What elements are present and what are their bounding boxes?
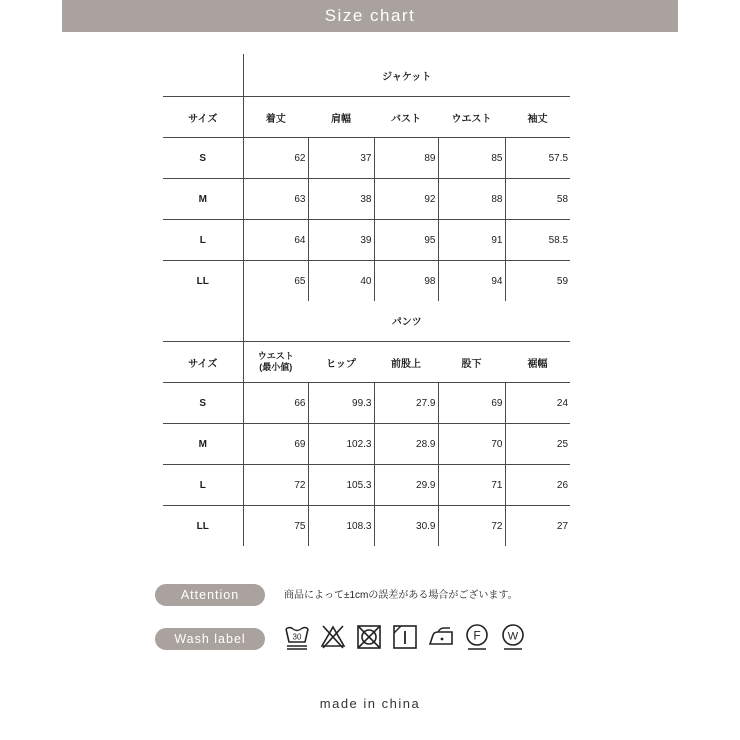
drip-dry-shade-icon	[392, 622, 418, 652]
dry-clean-f-icon	[464, 622, 490, 652]
size-label: M	[163, 179, 243, 220]
size-label: S	[163, 383, 243, 424]
table-cell: 40	[308, 261, 374, 302]
table-cell: 88	[438, 179, 505, 220]
table-cell: 59	[556, 275, 569, 287]
table-cell: 70	[438, 424, 505, 465]
table-cell: 91	[438, 220, 505, 261]
wet-clean-w-icon	[500, 622, 526, 652]
table-cell: 63	[243, 179, 308, 220]
table-row	[163, 506, 570, 547]
wash-label: Wash label	[174, 632, 246, 646]
table-row	[163, 383, 570, 424]
size-label: L	[163, 465, 243, 506]
table-cell: 24	[505, 383, 570, 424]
wash-30-gentle-icon	[284, 622, 310, 652]
table-corner-cell	[163, 54, 243, 97]
table-cell: 71	[438, 465, 505, 506]
table-cell: 95	[374, 220, 438, 261]
table-cell: 89	[374, 138, 438, 179]
pants-category-label: パンツ	[391, 316, 422, 328]
column-header: 裾幅	[505, 342, 570, 383]
table-cell: 69	[438, 383, 505, 424]
wash-temperature: 30	[292, 632, 302, 642]
table-row	[163, 220, 570, 261]
table-cell: 58.5	[505, 220, 570, 261]
table-cell: 98	[374, 261, 438, 302]
table-row	[163, 424, 570, 465]
iron-low-icon	[428, 622, 454, 652]
wash-label-pill	[155, 628, 265, 650]
table-cell: 69	[243, 424, 308, 465]
size-label: LL	[163, 261, 243, 302]
size-label: M	[163, 424, 243, 465]
size-label: L	[163, 220, 243, 261]
table-cell: 85	[438, 138, 505, 179]
table-cell: 102.3	[308, 424, 374, 465]
jacket-category-label: ジャケット	[382, 71, 432, 83]
table-row	[163, 179, 570, 220]
table-cell: 57.5	[505, 138, 570, 179]
column-header: 肩幅	[308, 97, 374, 138]
table-cell: 39	[308, 220, 374, 261]
waist-header-note: (最小値)	[259, 362, 293, 372]
table-cell: 65	[243, 261, 308, 302]
column-header: 前股上	[374, 342, 438, 383]
column-header: 股下	[438, 342, 505, 383]
origin-label: made in china	[319, 696, 421, 711]
table-cell: 105.3	[308, 465, 374, 506]
size-label: LL	[163, 506, 243, 547]
attention-note: 商品によって±1cmの誤差がある場合がございます。	[284, 590, 518, 601]
table-cell: 28.9	[374, 424, 438, 465]
size-label: S	[163, 138, 243, 179]
table-cell: 94	[438, 261, 505, 302]
table-cell: 38	[308, 179, 374, 220]
table-cell: 72	[243, 465, 308, 506]
column-header: ヒップ	[308, 342, 374, 383]
dry-clean-letter: F	[473, 628, 481, 643]
size-chart-title: Size chart	[324, 6, 416, 25]
table-cell: 99.3	[308, 383, 374, 424]
table-cell: 92	[374, 179, 438, 220]
table-cell: 62	[243, 138, 308, 179]
table-corner-cell	[163, 299, 243, 342]
table-cell: 72	[438, 506, 505, 547]
table-row	[163, 465, 570, 506]
column-header: 着丈	[243, 97, 308, 138]
table-cell: 29.9	[374, 465, 438, 506]
wash-icons	[284, 622, 526, 656]
table-cell: 37	[308, 138, 374, 179]
jacket-size-header: サイズ	[163, 97, 243, 138]
table-cell: 30.9	[374, 506, 438, 547]
size-chart-banner	[62, 0, 678, 32]
column-header: 袖丈	[505, 97, 570, 138]
table-cell: 25	[505, 424, 570, 465]
table-cell: 108.3	[308, 506, 374, 547]
column-header: バスト	[374, 97, 438, 138]
column-header	[243, 342, 308, 383]
table-row	[163, 261, 570, 302]
attention-pill	[155, 584, 265, 606]
jacket-size-table	[163, 54, 570, 301]
column-header: ウエスト	[438, 97, 505, 138]
table-cell: 75	[243, 506, 308, 547]
waist-header-label: ウエスト	[257, 351, 294, 361]
table-cell: 26	[505, 465, 570, 506]
no-tumble-dry-icon	[356, 622, 382, 652]
table-cell: 27.9	[374, 383, 438, 424]
attention-label: Attention	[180, 588, 240, 602]
wet-clean-letter: W	[507, 630, 519, 643]
table-cell: 27	[556, 520, 569, 532]
pants-size-table	[163, 299, 570, 546]
table-cell: 64	[243, 220, 308, 261]
table-row	[163, 138, 570, 179]
table-cell: 66	[243, 383, 308, 424]
no-bleach-icon	[320, 622, 346, 652]
table-cell: 58	[505, 179, 570, 220]
pants-size-header: サイズ	[163, 342, 243, 383]
